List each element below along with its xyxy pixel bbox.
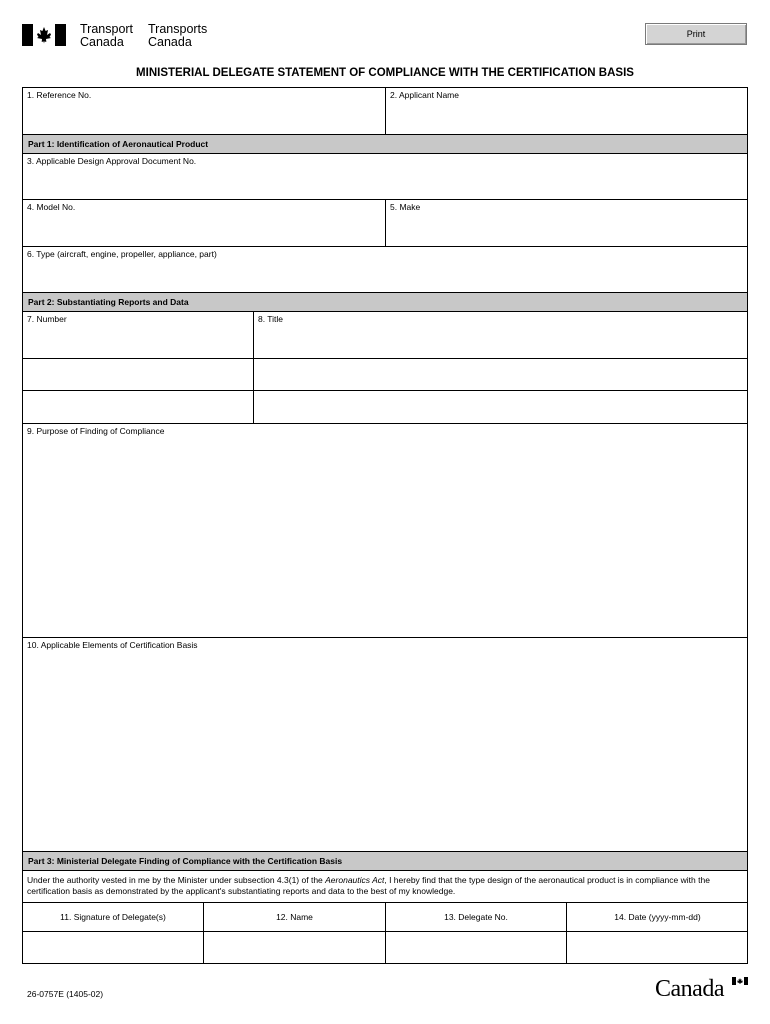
part1-header-text: Part 1: Identification of Aeronautical Product: [28, 139, 209, 149]
delegate-no-label: 13. Delegate No.: [444, 912, 508, 922]
applicant-name-label: 2. Applicant Name: [390, 90, 459, 100]
print-button[interactable]: [645, 23, 747, 45]
department-name-en: [80, 23, 133, 49]
signature-label: 11. Signature of Delegate(s): [60, 912, 166, 922]
make-field[interactable]: [386, 213, 747, 245]
date-field[interactable]: [567, 932, 747, 963]
part2-header-text: Part 2: Substantiating Reports and Data: [28, 297, 189, 307]
dept-fr-line1: Transports: [148, 22, 208, 36]
title-field-2[interactable]: [254, 359, 747, 390]
purpose-label: 9. Purpose of Finding of Compliance: [27, 426, 165, 436]
part1-header: [23, 135, 747, 153]
canada-wordmark: [655, 976, 750, 1002]
signature-field[interactable]: [23, 932, 203, 963]
number-label: 7. Number: [27, 314, 67, 324]
design-approval-doc-field[interactable]: [23, 167, 747, 199]
name-label: 12. Name: [276, 912, 313, 922]
number-field-1[interactable]: [23, 325, 252, 357]
reference-no-label: 1. Reference No.: [27, 90, 92, 100]
title-field-3[interactable]: [254, 391, 747, 422]
part3-header-text: Part 3: Ministerial Delegate Finding of Compliance with the Certification Basis: [28, 856, 343, 866]
applicant-name-field[interactable]: [386, 101, 747, 134]
dept-en-line2: Canada: [80, 35, 124, 49]
delegate-name-field[interactable]: [204, 932, 385, 963]
model-no-field[interactable]: [23, 213, 384, 245]
statement-text-1: Under the authority vested in me by the Minister under subsection 4.3(1) of the: [27, 875, 326, 885]
canada-wordmark-text: Canada: [655, 976, 724, 1002]
number-field-3[interactable]: [23, 391, 252, 422]
form-number: 26-0757E (1405-02): [27, 989, 104, 999]
date-label: 14. Date (yyyy-mm-dd): [614, 912, 701, 922]
type-label: 6. Type (aircraft, engine, propeller, appliance, part): [27, 249, 217, 259]
canada-flag-icon: [22, 24, 66, 46]
type-field[interactable]: [23, 260, 747, 292]
number-field-2[interactable]: [23, 359, 252, 390]
make-label: 5. Make: [390, 202, 421, 212]
title-label: 8. Title: [258, 314, 284, 324]
part3-header: [23, 852, 747, 870]
compliance-statement: [27, 875, 743, 897]
statement-act-name: Aeronautics Act: [325, 875, 385, 885]
design-approval-doc-label: 3. Applicable Design Approval Document No.: [27, 156, 197, 166]
certification-basis-label: 10. Applicable Elements of Certification Basis: [27, 640, 198, 650]
department-name-fr: [148, 23, 207, 49]
form-title: MINISTERIAL DELEGATE STATEMENT OF COMPLIANCE WITH THE CERTIFICATION BASIS: [136, 67, 634, 79]
model-no-label: 4. Model No.: [27, 202, 76, 212]
wordmark-flag-icon: [732, 977, 748, 985]
delegate-no-field[interactable]: [386, 932, 566, 963]
purpose-field[interactable]: [23, 437, 747, 636]
title-field-1[interactable]: [254, 325, 747, 357]
statement-text-2: , I hereby find that the type design of the aeronautical product is in compliance with the certification basis as demonstrated by the applicant's substantiating reports and data to the best of my knowledge.: [27, 875, 710, 896]
dept-fr-line2: Canada: [148, 35, 192, 49]
part2-header: [23, 293, 747, 311]
reference-no-field[interactable]: [23, 101, 384, 134]
dept-en-line1: Transport: [80, 22, 134, 36]
print-button-label: Print: [686, 29, 706, 39]
certification-basis-field[interactable]: [23, 651, 747, 850]
